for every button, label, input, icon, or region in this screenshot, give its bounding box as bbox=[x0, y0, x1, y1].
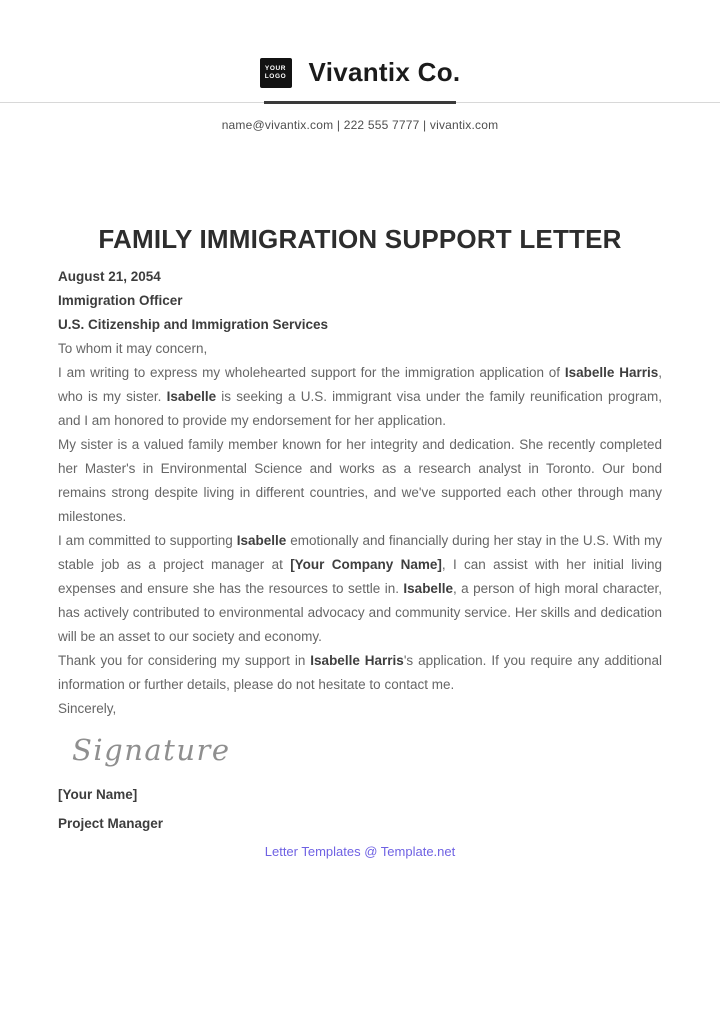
recipient-line: U.S. Citizenship and Immigration Services bbox=[58, 317, 329, 332]
company-logo bbox=[260, 58, 292, 88]
signer-name: [Your Name] bbox=[58, 787, 138, 802]
paragraph: I am writing to express my wholehearted support for the immigration application of Isabelle Harris, who is my sister. Isabelle is seeking a U.S. immigrant visa under the family reunification program, and I am honored to provide my endorsement for her application. bbox=[58, 365, 662, 428]
letterhead-divider bbox=[0, 101, 720, 104]
divider-accent-line bbox=[264, 101, 456, 104]
template-net-link[interactable]: Letter Templates @ Template.net bbox=[264, 844, 456, 859]
date-line: August 21, 2054 bbox=[58, 269, 161, 284]
signature: Signature bbox=[72, 733, 231, 767]
recipient-line: Immigration Officer bbox=[58, 293, 183, 308]
company-name: Vivantix Co. bbox=[308, 57, 461, 87]
contact-line: name@vivantix.com | 222 555 7777 | vivantix.com bbox=[221, 118, 499, 132]
address-block bbox=[58, 265, 662, 337]
letter-body bbox=[58, 361, 662, 697]
paragraph: My sister is a valued family member known for her integrity and dedication. She recently completed her Master's in Environmental Science and works as a research analyst in Toronto. Our bond remains strong despite living in different countries, and we've supported each other through many milestones. bbox=[58, 437, 662, 524]
signer-title: Project Manager bbox=[58, 816, 164, 831]
letterhead bbox=[0, 0, 720, 88]
logo-placeholder-text-line2: LOGO bbox=[264, 72, 287, 80]
paragraph: I am committed to supporting Isabelle emotionally and financially during her stay in the U.S. With my stable job as a project manager at [Your Company Name], I can assist with her initial living expenses and ensure she has the resources to settle in. Isabelle, a person of high moral character, has actively contributed to environmental advocacy and community service. Her skills and dedication will be an asset to our society and economy. bbox=[58, 533, 663, 644]
letter-content bbox=[0, 224, 720, 834]
closing-line: Sincerely, bbox=[58, 701, 117, 716]
footer bbox=[0, 843, 720, 861]
salutation: To whom it may concern, bbox=[58, 341, 208, 356]
letter-title: FAMILY IMMIGRATION SUPPORT LETTER bbox=[98, 224, 622, 254]
paragraph: Thank you for considering my support in Isabelle Harris's application. If you require any additional information or further details, please do not hesitate to contact me. bbox=[58, 653, 663, 692]
logo-placeholder-text-line1: YOUR bbox=[264, 64, 287, 72]
